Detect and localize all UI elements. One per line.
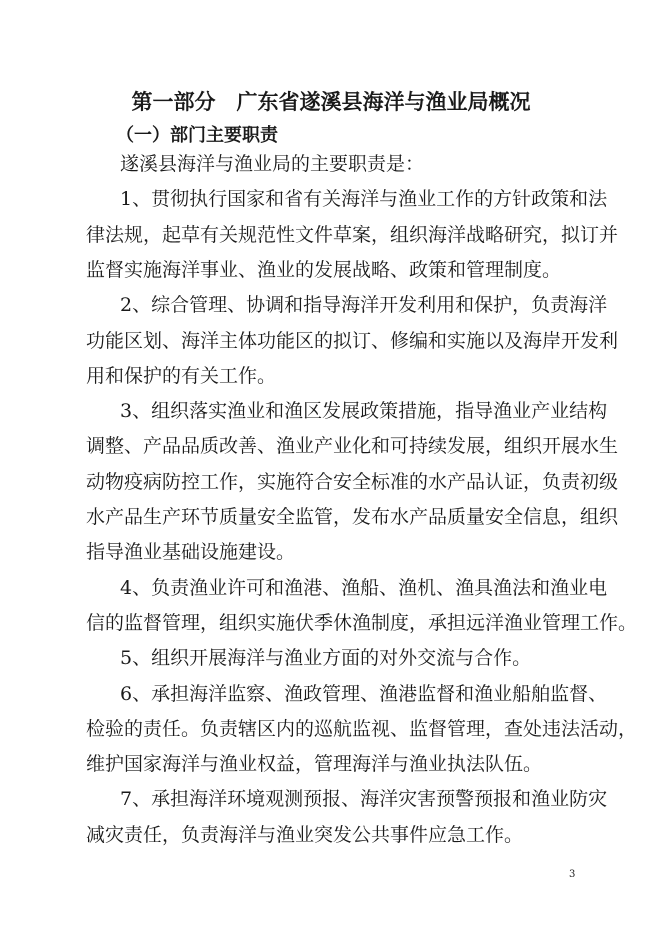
paragraph-line: 律法规，起草有关规范性文件草案，组织海洋战略研究，拟订并 bbox=[86, 223, 619, 246]
paragraph-line: 指导渔业基础设施建设。 bbox=[86, 541, 296, 564]
paragraph-line: 动物疫病防控工作，实施符合安全标准的水产品认证，负责初级 bbox=[86, 470, 619, 493]
paragraph-line: 2、综合管理、协调和指导海洋开发利用和保护，负责海洋 bbox=[120, 294, 608, 317]
paragraph-line: 功能区划、海洋主体功能区的拟订、修编和实施以及海岸开发利 bbox=[86, 329, 619, 352]
paragraph-line: 调整、产品品质改善、渔业产业化和可持续发展，组织开展水生 bbox=[86, 435, 619, 458]
paragraph-line: 6、承担海洋监察、渔政管理、渔港监督和渔业船舶监督、 bbox=[120, 682, 608, 705]
paragraph-line: 3、组织落实渔业和渔区发展政策措施，指导渔业产业结构 bbox=[120, 400, 608, 423]
paragraph-line: 7、承担海洋环境观测预报、海洋灾害预警预报和渔业防灾 bbox=[120, 788, 608, 811]
page-title: 第一部分 广东省遂溪县海洋与渔业局概况 bbox=[131, 90, 531, 114]
paragraph-line: 1、贯彻执行国家和省有关海洋与渔业工作的方针政策和法 bbox=[120, 188, 608, 211]
paragraph-line: 监督实施海洋事业、渔业的发展战略、政策和管理制度。 bbox=[86, 258, 562, 281]
paragraph-line: 用和保护的有关工作。 bbox=[86, 364, 277, 387]
section-heading: （一）部门主要职责 bbox=[116, 125, 278, 146]
paragraph-line: 维护国家海洋与渔业权益，管理海洋与渔业执法队伍。 bbox=[86, 753, 543, 776]
paragraph-line: 5、组织开展海洋与渔业方面的对外交流与合作。 bbox=[120, 647, 532, 670]
page-number: 3 bbox=[569, 869, 576, 880]
paragraph-line: 减灾责任，负责海洋与渔业突发公共事件应急工作。 bbox=[86, 823, 524, 846]
paragraph-line: 信的监督管理，组织实施伏季休渔制度，承担远洋渔业管理工作。 bbox=[86, 611, 638, 634]
paragraph-line: 检验的责任。负责辖区内的巡航监视、监督管理，查处违法活动， bbox=[86, 717, 638, 740]
paragraph-line: 4、负责渔业许可和渔港、渔船、渔机、渔具渔法和渔业电 bbox=[120, 576, 608, 599]
paragraph-line: 水产品生产环节质量安全监管，发布水产品质量安全信息，组织 bbox=[86, 506, 619, 528]
paragraph-line: 遂溪县海洋与渔业局的主要职责是： bbox=[120, 153, 425, 175]
